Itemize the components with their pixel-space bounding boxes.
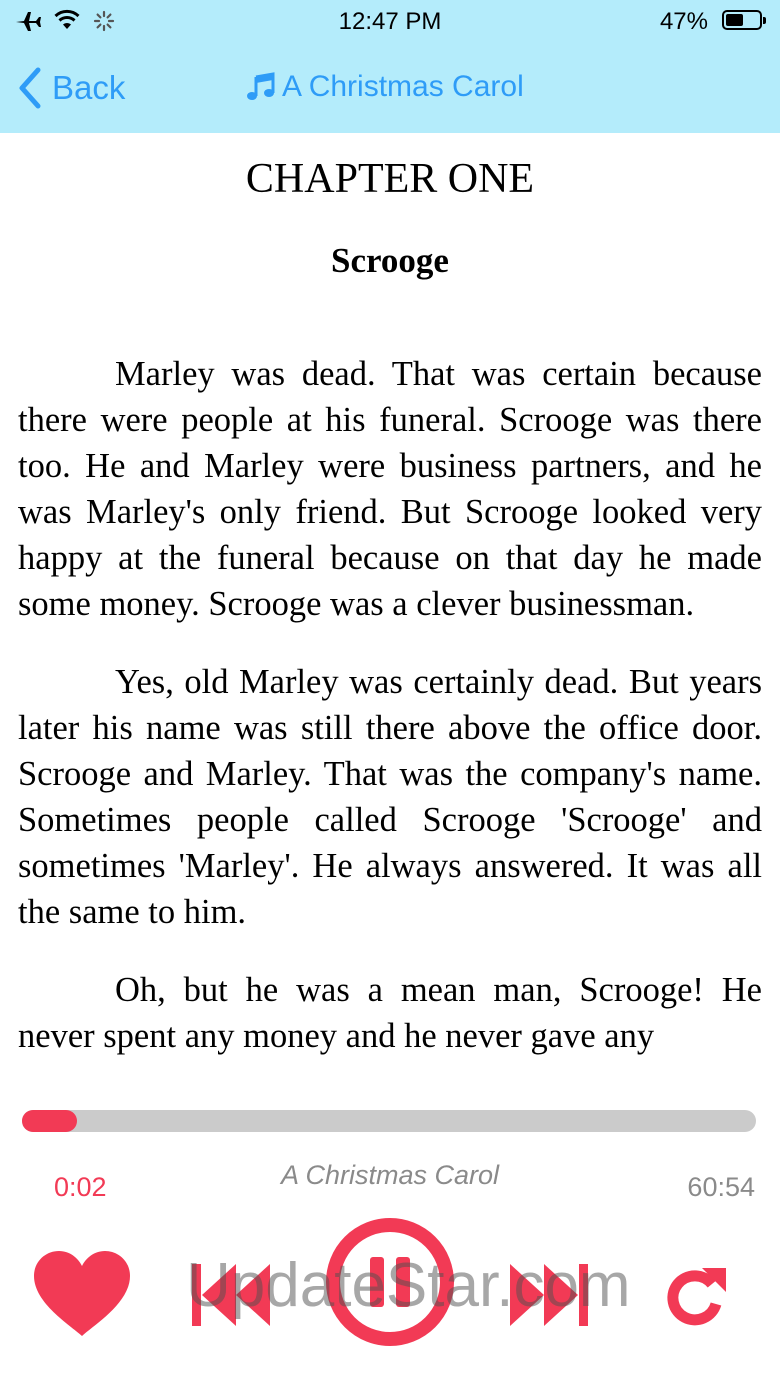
- battery-icon: [722, 10, 762, 30]
- status-bar: [0, 0, 780, 44]
- heart-icon[interactable]: [30, 1248, 134, 1340]
- chevron-left-icon: [18, 67, 42, 109]
- chapter-heading: CHAPTER ONE: [245, 156, 535, 202]
- battery-percentage: 47%: [659, 8, 708, 35]
- skip-back-icon[interactable]: [192, 1262, 272, 1328]
- watermark: UpdateStar.com: [186, 1251, 631, 1320]
- elapsed-time: 0:02: [54, 1172, 107, 1202]
- pause-icon: [370, 1257, 384, 1307]
- track-title: A Christmas Carol: [280, 1160, 500, 1190]
- total-duration: 60:54: [687, 1172, 755, 1202]
- playback-progress-bar[interactable]: [22, 1110, 756, 1132]
- pause-button[interactable]: [324, 1216, 456, 1348]
- status-time: 12:47 PM: [338, 8, 442, 35]
- paragraph: Oh, but he was a mean man, Scrooge! He never spent any money and he never gave any: [18, 971, 762, 1055]
- nav-title: [246, 70, 524, 104]
- chapter-subtitle: Scrooge: [331, 241, 449, 280]
- playback-progress-fill: [22, 1110, 77, 1132]
- reading-pane[interactable]: [0, 133, 780, 1098]
- music-note-icon: [246, 72, 276, 102]
- nav-title-label: A Christmas Carol: [282, 70, 524, 103]
- chapter-text: [18, 351, 762, 1091]
- paragraph: Marley was dead. That was certain because there were people at his funeral. Scrooge was there too. He and Marley were business partners, and he was Marley's only friend. But Scrooge looked very happy at the funeral because on that day he made some money. Scrooge was a clever businessman.: [18, 355, 762, 623]
- back-button[interactable]: [18, 66, 125, 110]
- repeat-icon[interactable]: [664, 1262, 730, 1328]
- paragraph: Yes, old Marley was certainly dead. But years later his name was still there above the office door. Scrooge and Marley. That was the company's name. Sometimes people called Scrooge 'Scrooge' and sometimes 'Marley'. He always answered. It was all the same to him.: [18, 663, 762, 931]
- navigation-header: [0, 0, 780, 133]
- skip-forward-icon[interactable]: [508, 1262, 588, 1328]
- back-label: Back: [52, 69, 126, 106]
